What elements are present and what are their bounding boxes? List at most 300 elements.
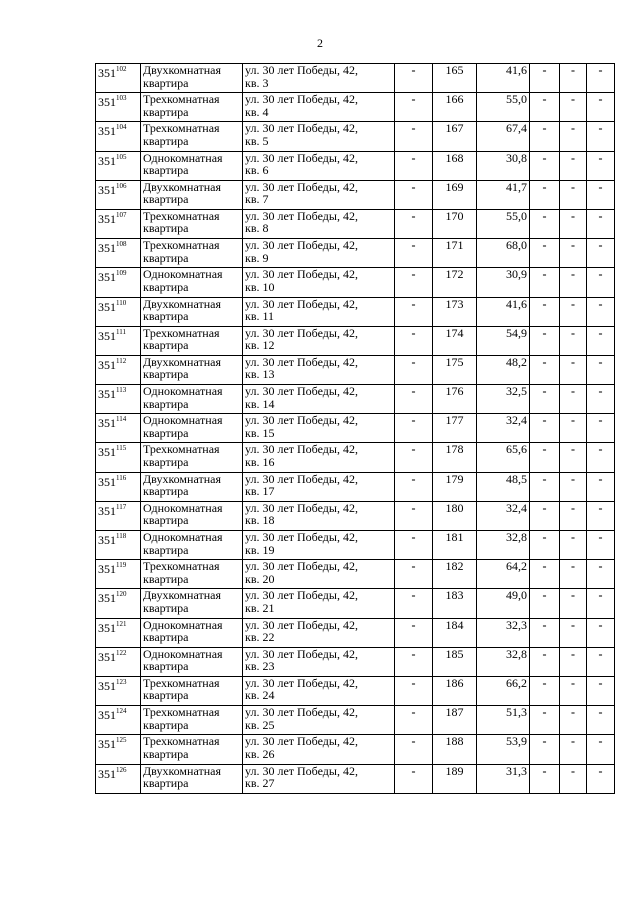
- address-line: кв. 3: [245, 75, 269, 90]
- empty-value-cell: [395, 414, 433, 443]
- address-cell: [243, 472, 395, 501]
- area-cell: 53,9: [477, 735, 530, 764]
- dash-mark: -: [598, 734, 603, 749]
- object-number-index: 120: [116, 590, 127, 599]
- area-cell: 66,2: [477, 676, 530, 705]
- address-line: ул. 30 лет Победы, 42,: [245, 267, 358, 282]
- address-cell: [243, 122, 395, 151]
- address-line: кв. 25: [245, 717, 275, 732]
- object-number-index: 122: [116, 648, 127, 657]
- dash-mark: -: [411, 267, 416, 282]
- apartment-type-cell: [141, 735, 243, 764]
- apartment-type-line: квартира: [143, 542, 189, 557]
- empty-value-cell: [530, 151, 560, 180]
- address-cell: [243, 764, 395, 793]
- empty-value-cell: [587, 151, 615, 180]
- dash-mark: -: [542, 238, 547, 253]
- address-cell: [243, 209, 395, 238]
- dash-mark: -: [571, 179, 575, 194]
- empty-value-cell: [587, 618, 615, 647]
- dash-mark: -: [411, 734, 416, 749]
- empty-value-cell: [560, 239, 587, 268]
- apartment-type-line: квартира: [143, 338, 189, 353]
- apartment-type-cell: [141, 122, 243, 151]
- empty-value-cell: [587, 122, 615, 151]
- object-number: 351: [98, 708, 116, 723]
- empty-value-cell: [587, 735, 615, 764]
- object-number: 351: [98, 299, 116, 314]
- apartment-type-line: Двухкомнатная: [143, 296, 221, 311]
- address-line: кв. 14: [245, 396, 275, 411]
- object-number-cell: [96, 209, 141, 238]
- address-line: ул. 30 лет Победы, 42,: [245, 208, 358, 223]
- apartment-type-line: Двухкомнатная: [143, 763, 221, 778]
- dash-mark: -: [411, 413, 416, 428]
- empty-value-cell: [530, 443, 560, 472]
- empty-value-cell: [587, 676, 615, 705]
- table-row: [96, 706, 615, 735]
- table-row: [96, 618, 615, 647]
- address-cell: [243, 706, 395, 735]
- address-line: кв. 24: [245, 688, 275, 703]
- dash-mark: -: [598, 63, 603, 77]
- empty-value-cell: [560, 647, 587, 676]
- address-line: ул. 30 лет Победы, 42,: [245, 500, 358, 515]
- apartment-type-line: квартира: [143, 688, 189, 703]
- apartment-type-line: квартира: [143, 104, 189, 119]
- empty-value-cell: [395, 209, 433, 238]
- empty-value-cell: [395, 385, 433, 414]
- apartment-type-line: квартира: [143, 484, 189, 499]
- object-number-cell: [96, 268, 141, 297]
- apartment-type-cell: [141, 239, 243, 268]
- apartment-type-cell: [141, 297, 243, 326]
- object-number-cell: [96, 443, 141, 472]
- dash-mark: -: [571, 442, 575, 457]
- empty-value-cell: [560, 443, 587, 472]
- address-cell: [243, 239, 395, 268]
- table-row: [96, 472, 615, 501]
- apartment-type-line: квартира: [143, 221, 189, 236]
- object-number-index: 106: [116, 181, 127, 190]
- dash-mark: -: [542, 500, 547, 515]
- object-number-index: 109: [116, 269, 127, 278]
- empty-value-cell: [587, 239, 615, 268]
- empty-value-cell: [395, 268, 433, 297]
- table-row: [96, 64, 615, 93]
- object-number: 351: [98, 678, 116, 693]
- dash-mark: -: [571, 530, 575, 544]
- index-cell: 186: [433, 676, 477, 705]
- dash-mark: -: [411, 442, 416, 457]
- empty-value-cell: [395, 472, 433, 501]
- address-line: ул. 30 лет Победы, 42,: [245, 63, 358, 77]
- empty-value-cell: [530, 209, 560, 238]
- dash-mark: -: [411, 296, 416, 311]
- dash-mark: -: [571, 63, 575, 77]
- object-number: 351: [98, 766, 116, 781]
- dash-mark: -: [411, 675, 416, 690]
- address-line: кв. 16: [245, 454, 275, 469]
- address-cell: [243, 355, 395, 384]
- empty-value-cell: [560, 355, 587, 384]
- address-cell: [243, 326, 395, 355]
- index-cell: 187: [433, 706, 477, 735]
- object-number-index: 114: [116, 415, 127, 424]
- apartment-type-line: квартира: [143, 746, 189, 761]
- dash-mark: -: [598, 238, 603, 253]
- dash-mark: -: [571, 92, 575, 107]
- table-row: [96, 355, 615, 384]
- apartment-type-line: квартира: [143, 367, 189, 382]
- apartment-type-line: Трехкомнатная: [143, 734, 220, 749]
- index-cell: 188: [433, 735, 477, 764]
- address-line: кв. 26: [245, 746, 275, 761]
- dash-mark: -: [598, 442, 603, 457]
- apartment-type-line: квартира: [143, 192, 189, 207]
- area-cell: 55,0: [477, 209, 530, 238]
- apartment-type-line: квартира: [143, 425, 189, 440]
- dash-mark: -: [598, 675, 603, 690]
- dash-mark: -: [542, 413, 547, 428]
- empty-value-cell: [560, 531, 587, 560]
- object-number-cell: [96, 676, 141, 705]
- index-cell: 176: [433, 385, 477, 414]
- area-cell: 51,3: [477, 706, 530, 735]
- table-row: [96, 414, 615, 443]
- apartment-type-line: квартира: [143, 717, 189, 732]
- object-number: 351: [98, 182, 116, 197]
- apartment-type-line: квартира: [143, 396, 189, 411]
- apartment-type-cell: [141, 64, 243, 93]
- object-number: 351: [98, 270, 116, 285]
- dash-mark: -: [542, 471, 547, 486]
- empty-value-cell: [560, 501, 587, 530]
- apartment-type-cell: [141, 355, 243, 384]
- dash-mark: -: [542, 675, 547, 690]
- object-number: 351: [98, 241, 116, 256]
- empty-value-cell: [530, 472, 560, 501]
- apartment-type-line: квартира: [143, 163, 189, 178]
- dash-mark: -: [598, 179, 603, 194]
- empty-value-cell: [587, 443, 615, 472]
- address-line: ул. 30 лет Победы, 42,: [245, 384, 358, 399]
- object-number-cell: [96, 589, 141, 618]
- apartment-type-cell: [141, 414, 243, 443]
- apartment-type-cell: [141, 151, 243, 180]
- dash-mark: -: [598, 500, 603, 515]
- dash-mark: -: [542, 208, 547, 223]
- dash-mark: -: [571, 150, 575, 165]
- index-cell: 166: [433, 93, 477, 122]
- apartment-type-cell: [141, 180, 243, 209]
- table-row: [96, 531, 615, 560]
- empty-value-cell: [560, 122, 587, 151]
- dash-mark: -: [542, 267, 547, 282]
- table-row: [96, 589, 615, 618]
- empty-value-cell: [395, 589, 433, 618]
- address-cell: [243, 385, 395, 414]
- area-cell: 48,2: [477, 355, 530, 384]
- apartment-type-cell: [141, 209, 243, 238]
- dash-mark: -: [542, 150, 547, 165]
- empty-value-cell: [395, 764, 433, 793]
- area-cell: 30,9: [477, 268, 530, 297]
- empty-value-cell: [530, 676, 560, 705]
- empty-value-cell: [560, 64, 587, 93]
- empty-value-cell: [560, 676, 587, 705]
- apartment-type-line: Трехкомнатная: [143, 92, 220, 107]
- apartment-type-cell: [141, 268, 243, 297]
- apartment-type-line: Однокомнатная: [143, 646, 223, 661]
- empty-value-cell: [530, 560, 560, 589]
- empty-value-cell: [395, 239, 433, 268]
- empty-value-cell: [395, 501, 433, 530]
- address-cell: [243, 180, 395, 209]
- apartment-type-cell: [141, 676, 243, 705]
- apartment-type-line: Однокомнатная: [143, 413, 223, 428]
- dash-mark: -: [411, 617, 416, 632]
- apartment-type-cell: [141, 764, 243, 793]
- index-cell: 173: [433, 297, 477, 326]
- apartment-type-line: квартира: [143, 571, 189, 586]
- index-cell: 177: [433, 414, 477, 443]
- table-row: [96, 180, 615, 209]
- dash-mark: -: [542, 530, 547, 544]
- object-number: 351: [98, 328, 116, 343]
- area-cell: 30,8: [477, 151, 530, 180]
- dash-mark: -: [542, 617, 547, 632]
- dash-mark: -: [542, 354, 547, 369]
- apartment-type-line: Однокомнатная: [143, 500, 223, 515]
- empty-value-cell: [560, 268, 587, 297]
- apartment-type-line: Двухкомнатная: [143, 471, 221, 486]
- table-body: [96, 64, 615, 794]
- empty-value-cell: [560, 151, 587, 180]
- address-cell: [243, 735, 395, 764]
- index-cell: 175: [433, 355, 477, 384]
- area-cell: 31,3: [477, 764, 530, 793]
- empty-value-cell: [395, 326, 433, 355]
- apartment-type-line: квартира: [143, 600, 189, 615]
- dash-mark: -: [571, 121, 575, 136]
- dash-mark: -: [571, 763, 575, 778]
- address-line: ул. 30 лет Победы, 42,: [245, 354, 358, 369]
- object-number: 351: [98, 124, 116, 139]
- empty-value-cell: [560, 618, 587, 647]
- table-row: [96, 326, 615, 355]
- address-line: ул. 30 лет Победы, 42,: [245, 675, 358, 690]
- apartment-type-line: Трехкомнатная: [143, 559, 220, 574]
- dash-mark: -: [571, 354, 575, 369]
- object-number-index: 108: [116, 240, 127, 249]
- address-cell: [243, 589, 395, 618]
- apartment-type-line: квартира: [143, 776, 189, 790]
- empty-value-cell: [560, 93, 587, 122]
- empty-value-cell: [395, 560, 433, 589]
- address-line: кв. 8: [245, 221, 269, 236]
- empty-value-cell: [395, 618, 433, 647]
- object-number: 351: [98, 591, 116, 606]
- empty-value-cell: [395, 706, 433, 735]
- area-cell: 32,3: [477, 618, 530, 647]
- dash-mark: -: [411, 121, 416, 136]
- object-number-cell: [96, 93, 141, 122]
- empty-value-cell: [587, 764, 615, 793]
- empty-value-cell: [530, 589, 560, 618]
- address-line: кв. 10: [245, 279, 275, 294]
- table-row: [96, 151, 615, 180]
- dash-mark: -: [411, 179, 416, 194]
- dash-mark: -: [571, 325, 575, 340]
- object-number-cell: [96, 414, 141, 443]
- address-cell: [243, 531, 395, 560]
- area-cell: 65,6: [477, 443, 530, 472]
- object-number-index: 102: [116, 65, 127, 73]
- dash-mark: -: [542, 646, 547, 661]
- index-cell: 180: [433, 501, 477, 530]
- dash-mark: -: [571, 384, 575, 399]
- dash-mark: -: [542, 442, 547, 457]
- dash-mark: -: [598, 471, 603, 486]
- object-number-index: 117: [116, 502, 127, 511]
- address-line: кв. 9: [245, 250, 269, 265]
- address-cell: [243, 297, 395, 326]
- index-cell: 174: [433, 326, 477, 355]
- dash-mark: -: [571, 617, 575, 632]
- empty-value-cell: [530, 531, 560, 560]
- address-line: ул. 30 лет Победы, 42,: [245, 705, 358, 720]
- dash-mark: -: [598, 763, 603, 778]
- dash-mark: -: [571, 559, 575, 574]
- area-cell: 32,8: [477, 647, 530, 676]
- apartment-type-line: Однокомнатная: [143, 384, 223, 399]
- index-cell: 184: [433, 618, 477, 647]
- area-cell: 49,0: [477, 589, 530, 618]
- object-number: 351: [98, 357, 116, 372]
- index-cell: 183: [433, 589, 477, 618]
- object-number-index: 116: [116, 473, 127, 482]
- dash-mark: -: [571, 500, 575, 515]
- apartment-type-cell: [141, 385, 243, 414]
- empty-value-cell: [530, 180, 560, 209]
- apartment-type-cell: [141, 531, 243, 560]
- dash-mark: -: [598, 267, 603, 282]
- empty-value-cell: [560, 297, 587, 326]
- address-cell: [243, 676, 395, 705]
- object-number-index: 107: [116, 210, 127, 219]
- address-line: ул. 30 лет Победы, 42,: [245, 238, 358, 253]
- address-line: кв. 17: [245, 484, 275, 499]
- dash-mark: -: [411, 150, 416, 165]
- object-number-cell: [96, 560, 141, 589]
- empty-value-cell: [587, 209, 615, 238]
- index-cell: 189: [433, 764, 477, 793]
- empty-value-cell: [530, 647, 560, 676]
- empty-value-cell: [587, 355, 615, 384]
- object-number-index: 103: [116, 94, 127, 103]
- apartment-type-cell: [141, 589, 243, 618]
- index-cell: 179: [433, 472, 477, 501]
- object-number-index: 112: [116, 356, 127, 365]
- empty-value-cell: [530, 326, 560, 355]
- object-number-cell: [96, 706, 141, 735]
- area-cell: 68,0: [477, 239, 530, 268]
- empty-value-cell: [395, 355, 433, 384]
- dash-mark: -: [571, 208, 575, 223]
- dash-mark: -: [542, 296, 547, 311]
- object-number: 351: [98, 503, 116, 518]
- table-row: [96, 385, 615, 414]
- empty-value-cell: [560, 589, 587, 618]
- apartment-type-line: Однокомнатная: [143, 617, 223, 632]
- address-line: кв. 23: [245, 659, 275, 674]
- dash-mark: -: [571, 238, 575, 253]
- dash-mark: -: [542, 559, 547, 574]
- dash-mark: -: [571, 471, 575, 486]
- address-cell: [243, 414, 395, 443]
- object-number-index: 125: [116, 736, 127, 745]
- dash-mark: -: [598, 530, 603, 544]
- object-number-cell: [96, 180, 141, 209]
- empty-value-cell: [587, 589, 615, 618]
- empty-value-cell: [395, 151, 433, 180]
- object-number-cell: [96, 531, 141, 560]
- object-number-cell: [96, 239, 141, 268]
- empty-value-cell: [560, 385, 587, 414]
- empty-value-cell: [587, 64, 615, 93]
- object-number: 351: [98, 445, 116, 460]
- dash-mark: -: [411, 208, 416, 223]
- empty-value-cell: [560, 472, 587, 501]
- object-number-cell: [96, 472, 141, 501]
- empty-value-cell: [560, 764, 587, 793]
- address-line: кв. 13: [245, 367, 275, 382]
- dash-mark: -: [571, 734, 575, 749]
- index-cell: 181: [433, 531, 477, 560]
- index-cell: 182: [433, 560, 477, 589]
- apartment-type-line: квартира: [143, 75, 189, 90]
- area-cell: 41,7: [477, 180, 530, 209]
- dash-mark: -: [598, 325, 603, 340]
- object-number: 351: [98, 387, 116, 402]
- dash-mark: -: [411, 238, 416, 253]
- dash-mark: -: [411, 500, 416, 515]
- object-number: 351: [98, 95, 116, 110]
- apartment-type-line: Трехкомнатная: [143, 208, 220, 223]
- apartment-type-cell: [141, 443, 243, 472]
- address-line: кв. 18: [245, 513, 275, 528]
- apartment-type-line: квартира: [143, 279, 189, 294]
- address-line: ул. 30 лет Победы, 42,: [245, 121, 358, 136]
- empty-value-cell: [530, 268, 560, 297]
- apartment-type-line: Двухкомнатная: [143, 63, 221, 77]
- object-number: 351: [98, 211, 116, 226]
- apartment-type-line: Однокомнатная: [143, 530, 223, 544]
- empty-value-cell: [587, 560, 615, 589]
- index-cell: 167: [433, 122, 477, 151]
- empty-value-cell: [560, 735, 587, 764]
- empty-value-cell: [395, 531, 433, 560]
- apartment-type-line: квартира: [143, 454, 189, 469]
- dash-mark: -: [411, 63, 416, 77]
- index-cell: 172: [433, 268, 477, 297]
- dash-mark: -: [411, 354, 416, 369]
- apartment-type-line: Однокомнатная: [143, 267, 223, 282]
- address-line: ул. 30 лет Победы, 42,: [245, 646, 358, 661]
- apartment-type-line: Трехкомнатная: [143, 238, 220, 253]
- apartment-type-cell: [141, 647, 243, 676]
